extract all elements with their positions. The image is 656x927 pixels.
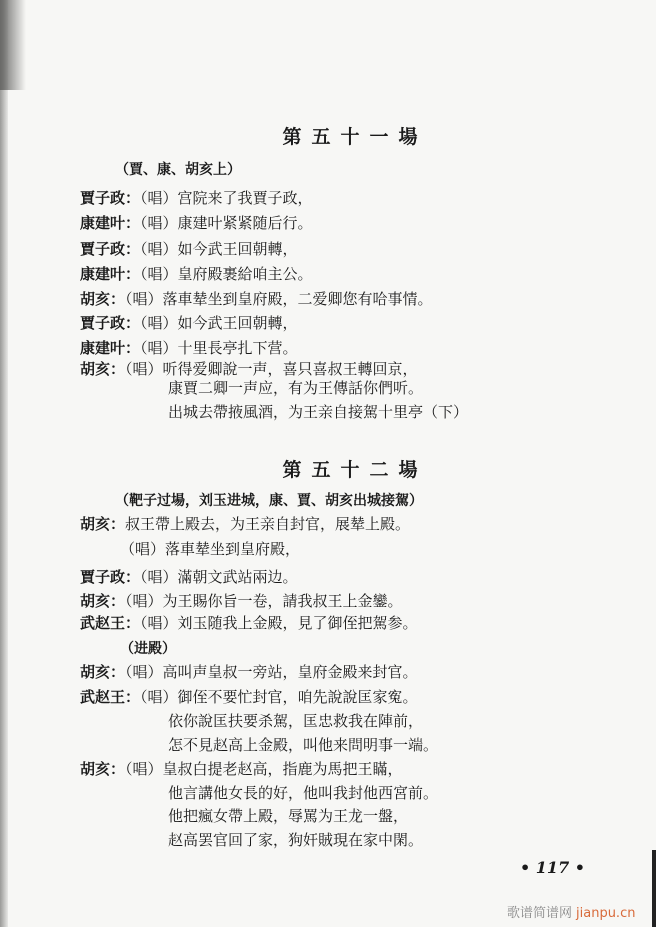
dialogue-line (168, 402, 468, 422)
dialogue-text: （唱）御侄不要忙封官，咱先說說匡家寃。 (140, 688, 418, 706)
dialogue-line (80, 313, 298, 333)
dialogue-line (80, 662, 418, 682)
speaker-name: 賈子政： (80, 189, 141, 207)
dialogue-line (80, 239, 298, 259)
speaker-name: 康建叶： (80, 339, 141, 357)
dialogue-text: 他言講他女長的好，他叫我封他西宮前。 (168, 784, 439, 802)
stage-direction: （靶子过場，刘玉进城，康、賈、胡亥出城接駕） (115, 493, 423, 509)
dialogue-line (80, 514, 410, 534)
speaker-name: 康建叶： (80, 265, 141, 283)
dialogue-text: （唱）落車辇坐到皇府殿， (120, 540, 301, 558)
page-number: • 117 • (520, 858, 585, 877)
dialogue-line (168, 735, 438, 755)
dialogue-line (168, 783, 438, 803)
dialogue-line (168, 378, 423, 398)
speaker-name: 胡亥： (80, 360, 126, 378)
watermark (507, 902, 635, 921)
speaker-name: 胡亥： (80, 515, 126, 533)
speaker-name: 胡亥： (80, 760, 126, 778)
dialogue-line (168, 806, 408, 826)
speaker-name: 賈子政： (80, 314, 141, 332)
dialogue-text: （唱）刘玉随我上金殿，見了御侄把駕参。 (140, 614, 418, 632)
speaker-name: 武赵王： (80, 614, 141, 632)
speaker-name: 康建叶： (80, 214, 141, 232)
dialogue-text: （唱）高叫声皇叔一旁站，皇府金殿来封官。 (125, 663, 418, 681)
dialogue-line (80, 759, 403, 779)
watermark-cn: 歌谱简谱网 (507, 906, 573, 921)
dialogue-text: （唱）听得爱卿說一声，喜只喜叔王轉回京， (125, 360, 418, 378)
dialogue-text: 出城去帶掖風酒，为王亲自接駕十里亭（下） (168, 403, 469, 421)
dialogue-text: 怎不見赵高上金殿，叫他来問明事一端。 (168, 736, 439, 754)
dialogue-text: （唱）皇叔白提老赵高，指鹿为馬把王瞞， (125, 760, 403, 778)
scan-corner-shadow (0, 0, 26, 90)
speaker-name: 武赵王： (80, 688, 141, 706)
dialogue-text: （唱）滿朝文武站兩边。 (140, 568, 298, 586)
dialogue-line (80, 338, 298, 358)
dialogue-line (120, 638, 176, 659)
dialogue-line (80, 289, 433, 309)
speaker-name: 賈子政： (80, 568, 141, 586)
dialogue-line (80, 567, 298, 587)
dialogue-line (80, 591, 403, 611)
speaker-name: 賈子政： (80, 240, 141, 258)
speaker-name: 胡亥： (80, 290, 126, 308)
dialogue-line (120, 539, 300, 559)
dialogue-text: （唱）如今武王回朝轉， (140, 314, 298, 332)
dialogue-text: 他把瘋女帶上殿，辱罵为王龙一盤， (168, 807, 409, 825)
scene-title: 第五十二場 (282, 459, 428, 481)
dialogue-text: 康賈二卿一声应，有为王傳話你們听。 (168, 379, 424, 397)
dialogue-text: （唱）康建叶紧紧随后行。 (140, 214, 313, 232)
scan-right-edge (652, 850, 656, 927)
dialogue-text: （唱）十里長亭扎下营。 (140, 339, 298, 357)
dialogue-text: 赵高罢官回了家，狗奸賊現在家中閑。 (168, 831, 424, 849)
dialogue-line (80, 613, 418, 633)
dialogue-line (80, 687, 418, 707)
page-number-text: 117 (535, 858, 570, 877)
dialogue-text: 依你說匡扶要杀駕，匡忠救我在陣前， (168, 712, 424, 730)
dialogue-text: （进殿） (120, 641, 176, 657)
dialogue-line (168, 830, 423, 850)
dialogue-text: （唱）皇府殿裹給咱主公。 (140, 265, 313, 283)
speaker-name: 胡亥： (80, 592, 126, 610)
dialogue-text: （唱）如今武王回朝轉， (140, 240, 298, 258)
dialogue-text: （唱）为王賜你旨一卷，請我叔王上金鑾。 (125, 592, 403, 610)
speaker-name: 胡亥： (80, 663, 126, 681)
dialogue-line (80, 359, 418, 379)
dialogue-text: （唱）宫院来了我賈子政， (140, 189, 313, 207)
dialogue-line (80, 188, 313, 208)
dialogue-text: 叔王帶上殿去，为王亲自封官，展辇上殿。 (125, 515, 411, 533)
watermark-en: jianpu.cn (576, 906, 636, 921)
dialogue-line (80, 213, 313, 233)
stage-direction: （賈、康、胡亥上） (115, 162, 241, 178)
dialogue-text: （唱）落車辇坐到皇府殿，二爱卿您有哈事情。 (125, 290, 433, 308)
dialogue-line (80, 264, 313, 284)
scene-title: 第五十一場 (282, 126, 428, 148)
dialogue-line (168, 711, 423, 731)
